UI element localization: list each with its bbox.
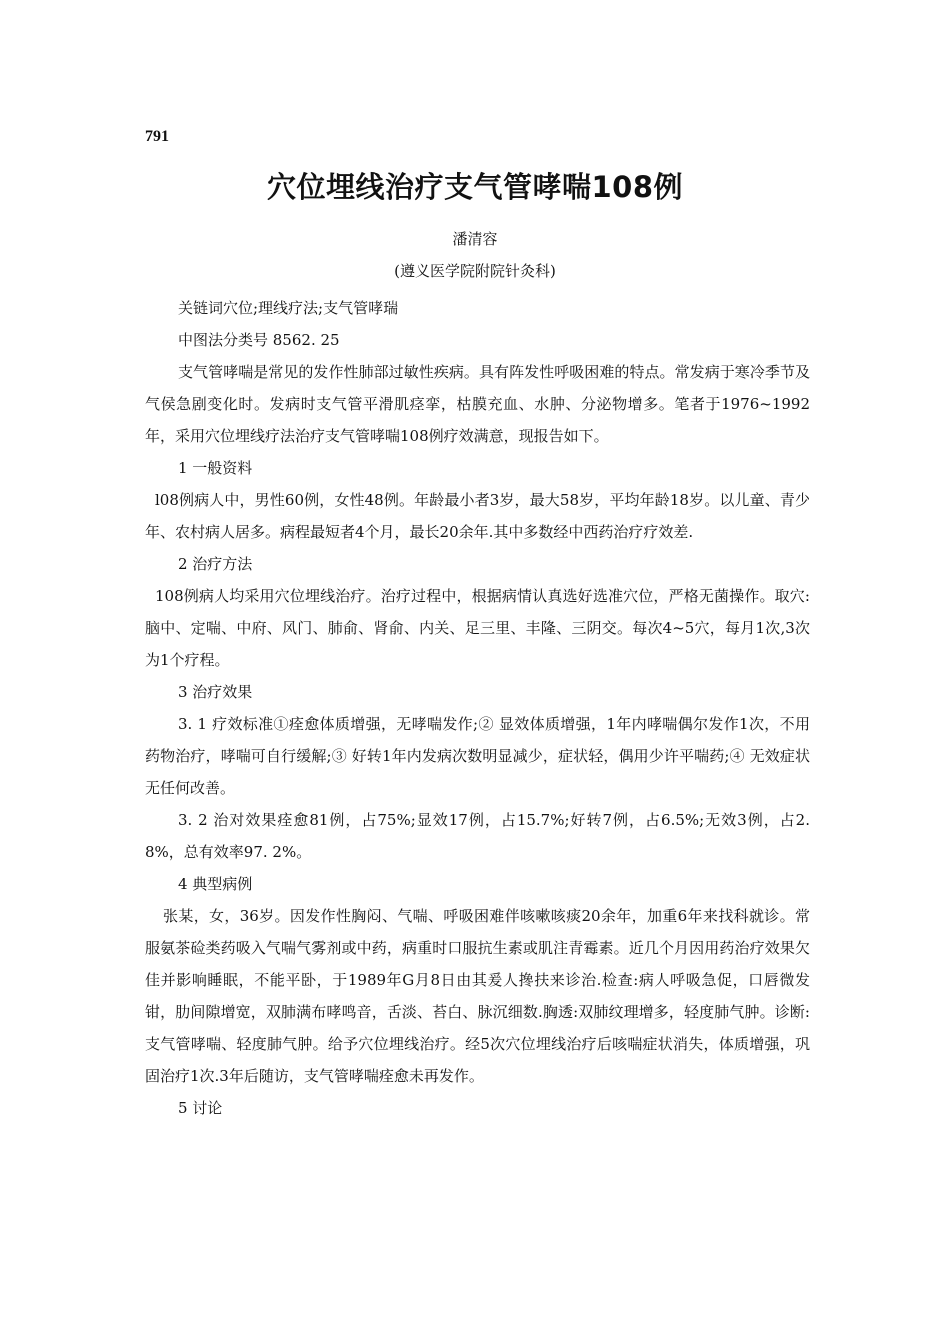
section-1-paragraph: l08例病人中，男性60例，女性48例。年龄最小者3岁，最大58岁，平均年龄18岁。以儿童、青少年、农村病人居多。病程最短者4个月，最长20余年.其中多数经中西药治疗疗效差. <box>145 491 810 541</box>
article-title: 穴位埋线治疗支气管哮喘108例 <box>266 170 684 204</box>
page-number: 791 <box>145 128 169 145</box>
author: 潘清容 <box>452 230 498 248</box>
section-2-paragraph: 108例病人均采用穴位埋线治疗。治疗过程中，根据病情认真选好选准穴位，严格无菌操作。取穴:脑中、定喘、中府、风门、肺俞、肾俞、内关、足三里、丰隆、三阴交。每次4~5穴，每月1次,3次为1个疗程。 <box>145 587 810 669</box>
section-3-heading: 3 治疗效果 <box>178 683 253 701</box>
affiliation: (遵义医学院附院针灸科) <box>394 262 556 280</box>
section-4-paragraph: 张某，女，36岁。因发作性胸闷、气喘、呼吸困难伴咳嗽咳痰20余年，加重6年来找科就诊。常服氨茶硷类药吸入气喘气雾剂或中药，病重时口服抗生素或肌注青霉素。近几个月因用药治疗效果欠佳并影响睡眠，不能平卧，于1989年G月8日由其爰人搀扶来诊治.检查:病人呼吸急促，口唇微发钳，肋间隙增宽，双肺满布哮鸣音，舌淡、苔白、脉沉细数.胸透:双肺纹理增多，轻度肺气肿。诊断:支气管哮喘、轻度肺气肿。给予穴位埋线治疗。经5次穴位埋线治疗后咳喘症状消失，体质增强，巩固治疗1次.3年后随访，支气管哮喘痊愈未再发作。 <box>145 907 810 1085</box>
classification-number: 中图法分类号 8562. 25 <box>178 331 340 349</box>
keywords: 关链词穴位;理线疗法;支气管哮瑞 <box>178 299 399 317</box>
section-2-heading: 2 治疗方法 <box>178 555 253 573</box>
section-5-heading: 5 讨论 <box>178 1099 223 1117</box>
section-3-2-paragraph: 3. 2 治对效果痊愈81例，占75%;显效17例，占15.7%;好转7例，占6.5%;无效3例，占2. 8%，总有效率97. 2%。 <box>145 811 810 861</box>
article-body <box>145 292 810 1124</box>
intro-paragraph: 支气管哮喘是常见的发作性肺部过敏性疾病。具有阵发性呼吸困难的特点。常发病于寒冷季节及气侯急剧变化时。发病时支气管平滑肌痉挛，枯膜充血、水肿、分泌物增多。笔者于1976~1992年，采用穴位埋线疗法治疗支气管哮喘108例疗效满意，现报告如下。 <box>145 363 810 445</box>
section-3-1-paragraph: 3. 1 疗效标准①痊愈体质增强，无哮喘发作;② 显效体质增强，1年内哮喘偶尔发作1次，不用药物治疗，哮喘可自行缓解;③ 好转1年内发病次数明显减少，症状轻，偶用少许平喘药;④ 无效症状无任何改善。 <box>145 715 810 797</box>
section-1-heading: 1 一般资料 <box>178 459 253 477</box>
section-4-heading: 4 典型病例 <box>178 875 253 893</box>
